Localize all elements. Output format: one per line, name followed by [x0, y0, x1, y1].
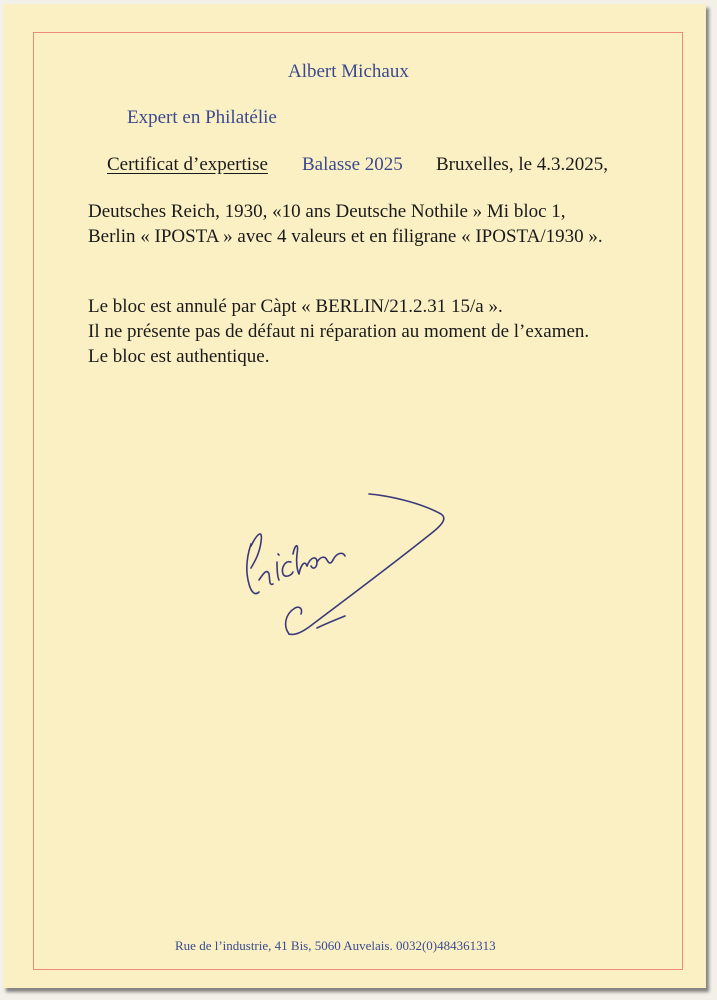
footer-address: Rue de l’industrie, 41 Bis, 5060 Auvelais. 0032(0)484361313 — [175, 938, 496, 953]
finding-line-2: Il ne présente pas de défaut ni réparation au moment de l’examen. — [88, 321, 590, 342]
finding-line-3: Le bloc est authentique. — [88, 346, 270, 367]
expert-title: Expert en Philatélie — [127, 107, 277, 128]
description-line-1: Deutsches Reich, 1930, «10 ans Deutsche Nothile » Mi bloc 1, — [88, 201, 566, 222]
description-line-2: Berlin « IPOSTA » avec 4 valeurs et en filigrane « IPOSTA/1930 ». — [88, 226, 603, 247]
handwritten-signature — [233, 484, 463, 659]
finding-line-1: Le bloc est annulé par Càpt « BERLIN/21.2.31 15/a ». — [88, 296, 503, 317]
place-and-date: Bruxelles, le 4.3.2025, — [436, 154, 609, 175]
expert-name: Albert Michaux — [288, 61, 409, 82]
certificate-reference: Balasse 2025 — [302, 154, 403, 175]
certificate-sheet — [3, 4, 706, 988]
certificate-label: Certificat d’expertise — [107, 154, 268, 175]
